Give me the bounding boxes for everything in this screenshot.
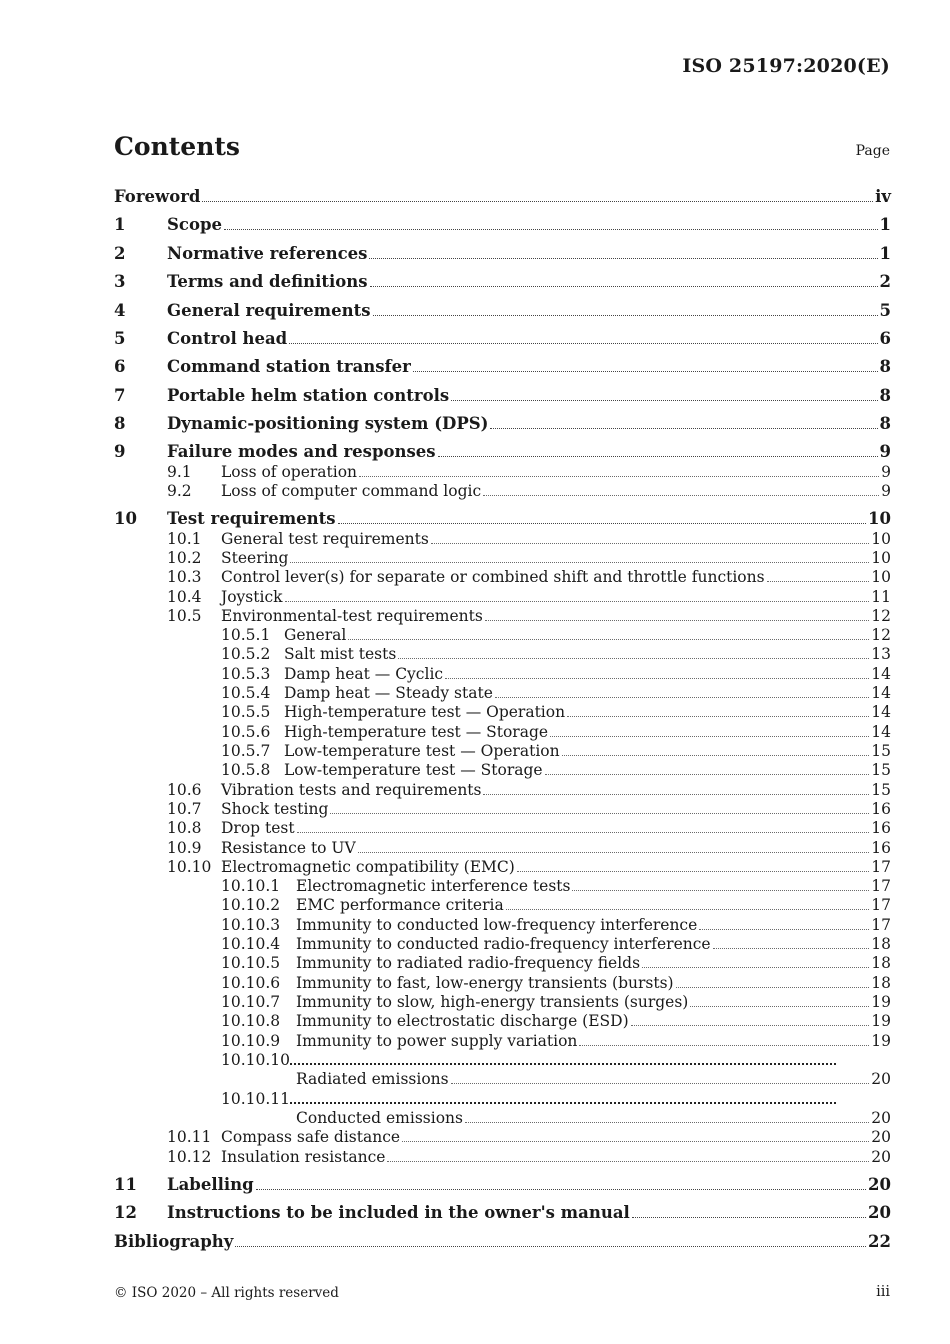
toc-dot-leader xyxy=(713,948,870,949)
toc-entry-title[interactable]: Steering xyxy=(221,549,289,567)
toc-dot-leader xyxy=(451,400,877,401)
page-column-label: Page xyxy=(855,143,890,159)
toc-entry-number: 10.7 xyxy=(167,800,202,818)
toc-entry-number: 10.10.1 xyxy=(221,877,281,895)
toc-entry-title[interactable]: Dynamic-positioning system (DPS) xyxy=(167,414,489,433)
toc-entry-number: 8 xyxy=(114,414,126,433)
toc-entry-title[interactable]: General requirements xyxy=(167,301,371,320)
toc-entry-title[interactable]: Immunity to radiated radio-frequency fields xyxy=(296,954,641,972)
toc-entry[interactable] xyxy=(114,817,891,839)
toc-entry-page[interactable]: 13 xyxy=(871,645,891,663)
toc-entry-page[interactable]: 20 xyxy=(871,1070,891,1088)
toc-dot-leader xyxy=(330,813,869,814)
toc-dot-leader xyxy=(373,315,878,316)
toc-dot-leader xyxy=(202,201,873,202)
toc-dot-leader xyxy=(289,343,877,344)
toc-dot-leader xyxy=(676,987,870,988)
toc-entry-number: 10.5.7 xyxy=(221,742,271,760)
toc-entry-page[interactable]: 12 xyxy=(871,607,891,625)
toc-entry-page[interactable]: 1 xyxy=(879,215,891,234)
toc-entry-number: 10.2 xyxy=(167,549,202,567)
toc-entry-number: 10.10.2 xyxy=(221,896,281,914)
toc-entry[interactable] xyxy=(114,952,891,974)
toc-entry-page[interactable]: 9 xyxy=(879,442,891,461)
toc-entry-page[interactable]: 16 xyxy=(871,800,891,818)
toc-dot-leader xyxy=(235,1246,866,1247)
toc-entry-page[interactable]: 8 xyxy=(879,357,891,376)
toc-entry-title[interactable]: Bibliography xyxy=(114,1232,234,1251)
toc-entry-number: 4 xyxy=(114,301,126,320)
toc-entry[interactable] xyxy=(114,701,891,723)
toc-entry-title[interactable]: Foreword xyxy=(114,187,201,206)
toc-entry-title[interactable]: EMC performance criteria xyxy=(296,896,504,914)
toc-dot-leader xyxy=(256,1189,866,1190)
toc-entry-page[interactable]: 19 xyxy=(871,1032,891,1050)
toc-entry-title[interactable]: Test requirements xyxy=(167,509,336,528)
toc-entry-number: 9.2 xyxy=(167,482,192,500)
toc-dot-leader xyxy=(387,1161,869,1162)
toc-entry[interactable] xyxy=(114,385,891,407)
toc-entry-title[interactable]: Vibration tests and requirements xyxy=(221,781,482,799)
toc-entry-title[interactable]: Damp heat — Cyclic xyxy=(284,665,444,683)
toc-dot-leader xyxy=(465,1122,869,1123)
toc-entry-number: 10.6 xyxy=(167,781,202,799)
toc-dot-leader xyxy=(506,909,870,910)
toc-entry-page[interactable]: 20 xyxy=(868,1175,891,1194)
toc-entry-page[interactable]: 10 xyxy=(871,568,891,586)
toc-entry[interactable] xyxy=(114,1010,891,1032)
toc-entry[interactable] xyxy=(114,894,891,916)
toc-dot-leader xyxy=(402,1141,869,1142)
toc-entry-title[interactable]: Damp heat — Steady state xyxy=(284,684,493,702)
toc-entry-number: 10.5.3 xyxy=(221,665,271,683)
toc-entry-number: 10.10.10 xyxy=(221,1051,291,1069)
toc-entry-title[interactable]: Immunity to conducted low-frequency interference xyxy=(296,916,698,934)
toc-entry-title[interactable]: Control head xyxy=(167,329,288,348)
copyright-notice: © ISO 2020 – All rights reserved xyxy=(114,1285,339,1301)
toc-entry[interactable] xyxy=(114,356,891,378)
toc-entry-page[interactable]: 10 xyxy=(871,530,891,548)
toc-entry-page[interactable]: 16 xyxy=(871,819,891,837)
toc-entry-page[interactable]: iv xyxy=(875,187,891,206)
toc-entry-page[interactable]: 15 xyxy=(871,761,891,779)
toc-dot-leader xyxy=(483,794,869,795)
toc-entry-title[interactable]: Conducted emissions xyxy=(296,1109,463,1127)
toc-entry-number: 10.10.8 xyxy=(221,1012,281,1030)
toc-entry-page[interactable]: 18 xyxy=(871,954,891,972)
toc-dot-leader xyxy=(631,1025,870,1026)
toc-entry-number: 10.8 xyxy=(167,819,202,837)
page-title: Contents xyxy=(114,132,241,161)
toc-entry-page[interactable]: 10 xyxy=(868,509,891,528)
toc-entry-title[interactable]: High-temperature test — Storage xyxy=(284,723,549,741)
toc-entry-page[interactable]: 19 xyxy=(871,1012,891,1030)
toc-entry-number: 10.5.2 xyxy=(221,645,271,663)
toc-entry-page[interactable]: 20 xyxy=(871,1148,891,1166)
toc-entry-page[interactable]: 9 xyxy=(881,482,891,500)
toc-entry[interactable] xyxy=(114,214,891,236)
toc-entry-title[interactable]: Environmental-test requirements xyxy=(221,607,483,625)
toc-dot-leader xyxy=(398,658,869,659)
toc-dot-leader xyxy=(370,286,878,287)
toc-entry[interactable] xyxy=(114,271,891,293)
toc-entry-page[interactable]: 1 xyxy=(879,244,891,263)
toc-entry-title[interactable]: Loss of operation xyxy=(221,463,358,481)
toc-entry-number: 10.10.3 xyxy=(221,916,281,934)
toc-entry-title[interactable]: Compass safe distance xyxy=(221,1128,401,1146)
toc-entry-page[interactable]: 18 xyxy=(871,935,891,953)
toc-dot-leader xyxy=(297,832,870,833)
toc-entry-number: 10.10.7 xyxy=(221,993,281,1011)
toc-entry-title[interactable]: Radiated emissions xyxy=(296,1070,449,1088)
toc-entry-number: 1 xyxy=(114,215,126,234)
toc-entry-title[interactable]: General test requirements xyxy=(221,530,429,548)
toc-entry-page[interactable]: 14 xyxy=(871,684,891,702)
toc-entry[interactable] xyxy=(114,1126,891,1148)
toc-entry-title[interactable]: Salt mist tests xyxy=(284,645,397,663)
toc-dot-leader xyxy=(632,1217,866,1218)
toc-entry-title[interactable]: Shock testing xyxy=(221,800,329,818)
toc-entry-title[interactable]: Electromagnetic interference tests xyxy=(296,877,571,895)
toc-entry-number: 10.5.1 xyxy=(221,626,271,644)
toc-entry-title[interactable]: Control lever(s) for separate or combined shift and throttle functions xyxy=(221,568,765,586)
toc-entry[interactable] xyxy=(114,759,891,781)
toc-entry-title[interactable]: Immunity to power supply variation xyxy=(296,1032,578,1050)
toc-entry[interactable] xyxy=(114,508,891,530)
toc-entry-page[interactable]: 8 xyxy=(879,414,891,433)
toc-dot-leader xyxy=(445,678,869,679)
toc-entry-title[interactable]: Electromagnetic compatibility (EMC) xyxy=(221,858,515,876)
toc-entry-number: 10.5.4 xyxy=(221,684,271,702)
toc-dot-leader xyxy=(579,1045,869,1046)
toc-dot-leader xyxy=(490,428,877,429)
toc-entry-title[interactable]: Low-temperature test — Operation xyxy=(284,742,560,760)
toc-entry[interactable] xyxy=(114,566,891,588)
toc-entry-page[interactable]: 14 xyxy=(871,703,891,721)
toc-entry-page[interactable]: 19 xyxy=(871,993,891,1011)
toc-entry-number: 10.12 xyxy=(167,1148,212,1166)
toc-entry-number: 10.11 xyxy=(167,1128,212,1146)
toc-entry[interactable] xyxy=(114,1174,891,1196)
toc-entry-title[interactable]: Terms and definitions xyxy=(167,272,368,291)
toc-entry[interactable] xyxy=(114,643,891,665)
toc-entry-number: 10.10.6 xyxy=(221,974,281,992)
toc-entry-title[interactable]: Immunity to fast, low-energy transients (bursts) xyxy=(296,974,674,992)
toc-entry-number: 9 xyxy=(114,442,126,461)
page-number: iii xyxy=(876,1284,890,1300)
toc-dot-leader xyxy=(767,581,870,582)
toc-entry[interactable] xyxy=(114,1068,891,1090)
toc-entry-number: 10.5.8 xyxy=(221,761,271,779)
toc-entry-page[interactable]: 9 xyxy=(881,463,891,481)
toc-entry-number: 10.10.4 xyxy=(221,935,281,953)
toc-entry-title[interactable]: Failure modes and responses xyxy=(167,442,436,461)
toc-entry-title[interactable]: Immunity to electrostatic discharge (ESD) xyxy=(296,1012,629,1030)
toc-entry-page[interactable]: 15 xyxy=(871,742,891,760)
toc-dot-leader xyxy=(338,523,866,524)
toc-entry-number: 12 xyxy=(114,1203,137,1222)
toc-dot-leader xyxy=(572,890,869,891)
toc-entry-page[interactable]: 22 xyxy=(868,1232,891,1251)
toc-entry-number: 7 xyxy=(114,386,126,405)
toc-dot-leader xyxy=(438,456,878,457)
toc-entry-page[interactable]: 14 xyxy=(871,665,891,683)
toc-dot-leader xyxy=(485,620,869,621)
toc-entry-number: 5 xyxy=(114,329,126,348)
toc-entry-number: 10.10.11 xyxy=(221,1090,291,1108)
toc-dot-leader xyxy=(359,476,879,477)
toc-dot-leader xyxy=(290,562,869,563)
toc-entry-page[interactable]: 17 xyxy=(871,877,891,895)
toc-entry-title[interactable]: High-temperature test — Operation xyxy=(284,703,566,721)
toc-entry-page[interactable]: 17 xyxy=(871,896,891,914)
toc-entry-title[interactable]: Resistance to UV xyxy=(221,839,356,857)
toc-entry-number: 10.5 xyxy=(167,607,202,625)
toc-dot-leader xyxy=(224,229,878,230)
toc-entry[interactable] xyxy=(114,1202,891,1224)
toc-entry[interactable] xyxy=(114,1231,891,1253)
toc-entry[interactable] xyxy=(114,480,891,502)
toc-dot-leader xyxy=(495,697,869,698)
toc-dot-leader xyxy=(348,639,869,640)
toc-entry-page[interactable]: 11 xyxy=(871,588,891,606)
toc-entry[interactable] xyxy=(114,300,891,322)
toc-entry-page[interactable]: 8 xyxy=(879,386,891,405)
toc-entry-title[interactable]: Immunity to conducted radio-frequency interference xyxy=(296,935,711,953)
toc-entry-title[interactable]: Labelling xyxy=(167,1175,254,1194)
toc-dot-leader xyxy=(431,543,869,544)
toc-dot-leader xyxy=(358,852,870,853)
toc-entry-number: 11 xyxy=(114,1175,137,1194)
toc-entry[interactable] xyxy=(114,243,891,265)
toc-entry-number: 10.5.6 xyxy=(221,723,271,741)
toc-entry-title[interactable]: Immunity to slow, high-energy transients (surges) xyxy=(296,993,689,1011)
toc-entry-title[interactable]: Drop test xyxy=(221,819,295,837)
toc-entry-page[interactable]: 2 xyxy=(879,272,891,291)
toc-entry-number: 10.3 xyxy=(167,568,202,586)
toc-entry-title[interactable]: Portable helm station controls xyxy=(167,386,450,405)
toc-entry-number: 9.1 xyxy=(167,463,192,481)
toc-entry-number: 10.9 xyxy=(167,839,202,857)
toc-entry-page[interactable]: 12 xyxy=(871,626,891,644)
toc-entry-page[interactable]: 20 xyxy=(871,1128,891,1146)
toc-entry-page[interactable]: 17 xyxy=(871,858,891,876)
document-id: ISO 25197:2020(E) xyxy=(682,55,890,77)
toc-entry-page[interactable]: 20 xyxy=(868,1203,891,1222)
toc-entry-number: 10.10.9 xyxy=(221,1032,281,1050)
toc-entry-page[interactable]: 6 xyxy=(879,329,891,348)
toc-entry-number: 10.10.5 xyxy=(221,954,281,972)
toc-entry-title[interactable]: Insulation resistance xyxy=(221,1148,386,1166)
toc-entry-number: 10.1 xyxy=(167,530,202,548)
toc-entry-number: 3 xyxy=(114,272,126,291)
toc-entry[interactable] xyxy=(114,186,891,208)
toc-entry[interactable] xyxy=(114,328,891,350)
toc-dot-leader xyxy=(517,871,869,872)
toc-entry-title[interactable]: Low-temperature test — Storage xyxy=(284,761,543,779)
toc-entry-page[interactable]: 10 xyxy=(871,549,891,567)
toc-entry[interactable] xyxy=(114,413,891,435)
toc-dot-leader xyxy=(285,601,870,602)
toc-entry-number: 2 xyxy=(114,244,126,263)
toc-entry-page[interactable]: 15 xyxy=(871,781,891,799)
toc-entry-number: 10.5.5 xyxy=(221,703,271,721)
toc-dot-leader xyxy=(690,1006,869,1007)
toc-dot-leader xyxy=(483,495,879,496)
toc-entry-title[interactable]: Normative references xyxy=(167,244,368,263)
toc-entry-title[interactable]: Command station transfer xyxy=(167,357,411,376)
toc-dot-leader xyxy=(567,716,869,717)
toc-entry-page[interactable]: 16 xyxy=(871,839,891,857)
toc-entry-page[interactable]: 14 xyxy=(871,723,891,741)
toc-dot-leader xyxy=(562,755,870,756)
toc-dot-leader xyxy=(545,774,870,775)
toc-dot-leader xyxy=(550,736,869,737)
toc-entry-title[interactable]: Joystick xyxy=(221,588,283,606)
toc-dot-leader xyxy=(369,258,877,259)
toc-entry[interactable] xyxy=(114,1146,891,1168)
toc-entry-page[interactable]: 5 xyxy=(879,301,891,320)
toc-entry-title[interactable]: General xyxy=(284,626,347,644)
toc-dot-leader xyxy=(413,371,878,372)
toc-entry-title[interactable]: Scope xyxy=(167,215,223,234)
toc-dot-leader xyxy=(451,1083,870,1084)
toc-entry-page[interactable]: 18 xyxy=(871,974,891,992)
toc-entry-title[interactable]: Instructions to be included in the owner's manual xyxy=(167,1203,630,1222)
toc-entry-number: 10 xyxy=(114,509,137,528)
toc-entry-number: 6 xyxy=(114,357,126,376)
toc-entry[interactable] xyxy=(114,441,891,463)
toc-entry-title[interactable]: Loss of computer command logic xyxy=(221,482,482,500)
toc-entry-number: 10.10 xyxy=(167,858,212,876)
toc-dot-leader xyxy=(699,929,869,930)
toc-dot-leader xyxy=(642,967,869,968)
toc-entry-page[interactable]: 20 xyxy=(871,1109,891,1127)
toc-entry-number: 10.4 xyxy=(167,588,202,606)
toc-entry-page[interactable]: 17 xyxy=(871,916,891,934)
